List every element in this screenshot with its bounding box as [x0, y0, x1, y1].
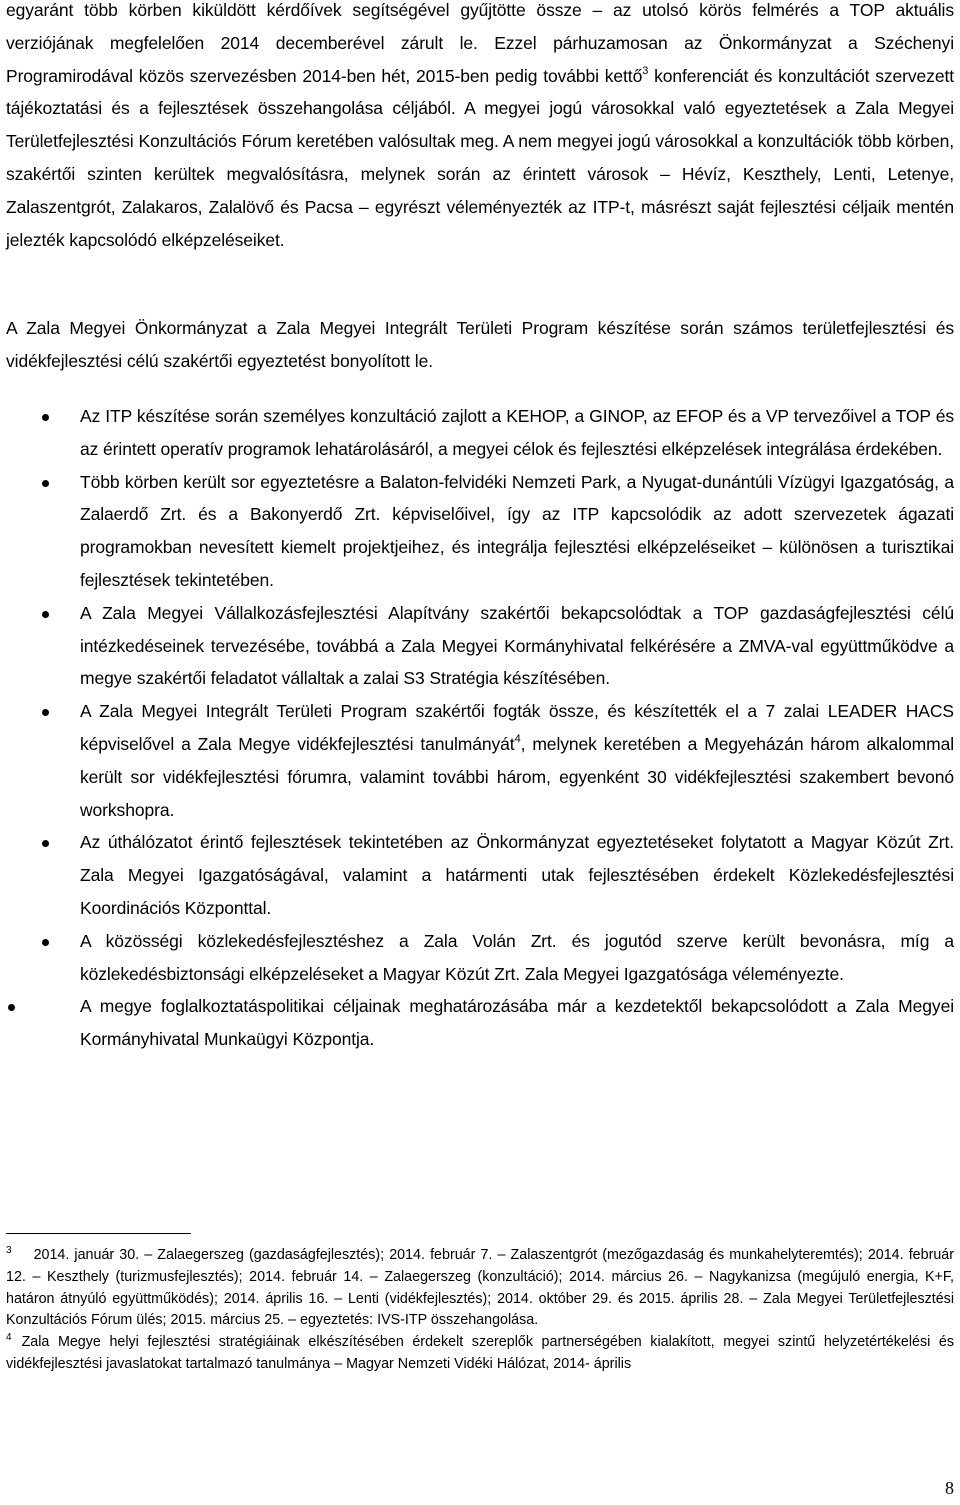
bullet-item-5	[6, 826, 954, 924]
bullet-text: Több körben került sor egyeztetésre a Balaton-felvidéki Nemzeti Park, a Nyugat-dunántúli Vízügyi Igazgatóság, a Zalaerdő Zrt. és a Bakonyerdő Zrt. képviselőivel, így az ITP kapcsolódik az adott szervezetek ágazati programokban nevesített kiemelt projektjeihez, és integrálja fejlesztési elképzeléseiket – különösen a turisztikai fejlesztések tekintetében.	[80, 471, 954, 590]
footnote-ref-3[interactable]: 3	[642, 64, 649, 77]
paragraph-1-text-b: konferenciát és konzultációt szervezett tájékoztatási és a fejlesztések összehangolása céljából. A megyei jogú városokkal való egyeztetések a Zala Megyei Területfejlesztési Konzultációs Fórum keretében valósultak meg. A nem megyei jogú városokkal a konzultációk több körben, szakértői szinten kerültek megvalósításra, melynek során az érintett városok – Hévíz, Keszthely, Lenti, Letenye, Zalaszentgrót, Zalakaros, Zalalövő és Pacsa – egyrészt véleményezték az ITP-t, másrészt saját fejlesztési céljaik mentén jelezték kapcsolódó elképzeléseiket.	[6, 65, 954, 250]
bullet-text: A megye foglalkoztatáspolitikai céljainak meghatározásába már a kezdetektől bekapcsolódott a Zala Megyei Kormányhivatal Munkaügyi Központja.	[80, 996, 954, 1050]
bullet-text: A Zala Megyei Vállalkozásfejlesztési Alapítvány szakértői bekapcsolódtak a TOP gazdaságfejlesztési célú intézkedéseinek tervezésébe, továbbá a Zala Megyei Kormányhivatal felkérésére a ZMVA-val együttműködve a megye szakértői feladatot vállaltak a zalai S3 Stratégia készítésében.	[80, 602, 954, 689]
bullet-item-2	[6, 466, 954, 597]
bullet-text-b: , melynek keretében a Megyeházán három alkalommal került sor vidékfejlesztési fórumra, valamint további három, egyenként 30 vidékfejlesztési szakembert bevonó workshopra.	[80, 733, 954, 820]
footnote-text: 2014. január 30. – Zalaegerszeg (gazdaságfejlesztés); 2014. február 7. – Zalaszentgrót (mezőgazdaság és munkahelyteremtés); 2014. február 12. – Keszthely (turizmusfejlesztés); 2014. február 14. – Zalaegerszeg (konzultáció); 2014. március 26. – Nagykanizsa (megújuló energia, K+F, határon átnyúló együttműködés); 2014. április 16. – Lenti (vidékfejlesztés); 2014. október 29. és 2015. április 28. – Zala Megyei Területfejlesztési Konzultációs Fórum ülés; 2015. március 25. – egyeztetés: IVS-ITP összehangolása.	[6, 1247, 954, 1329]
bullet-text: Az ITP készítése során személyes konzultáció zajlott a KEHOP, a GINOP, az EFOP és a VP tervezőivel a TOP és az érintett operatív programok lehatárolásáról, a megyei célok és fejlesztési elképzelések integrálása érdekében.	[80, 406, 954, 459]
bullet-dot-icon	[42, 414, 49, 421]
bullet-item-3	[6, 597, 954, 695]
footnote-4	[6, 1332, 954, 1376]
footnote-number: 3	[6, 1245, 12, 1256]
bullet-list	[6, 400, 954, 1056]
bullet-text: A közösségi közlekedésfejlesztéshez a Zala Volán Zrt. és jogutód szerve került bevonásra, míg a közlekedésbiztonsági elképzeléseket a Magyar Közút Zrt. Zala Megyei Igazgatósága véleményezte.	[80, 930, 954, 984]
bullet-item-6	[6, 925, 954, 991]
bullet-text: Az úthálózatot érintő fejlesztések tekintetében az Önkormányzat egyeztetéseket folytatott a Magyar Közút Zrt. Zala Megyei Igazgatóságával, valamint a határmenti utak fejlesztésében érdekelt Közlekedésfejlesztési Koordinációs Központtal.	[80, 832, 954, 918]
footnotes	[6, 1245, 954, 1375]
footnote-text: Zala Megye helyi fejlesztési stratégiáinak elkészítésében érdekelt szereplők partnerségében kialakított, megyei szintű helyzetértékelési és vidékfejlesztési javaslatokat tartalmazó tanulmánya – Magyar Nemzeti Vidéki Hálózat, 2014- április	[6, 1333, 954, 1373]
bullet-dot-icon	[42, 611, 49, 618]
bullet-item-4	[6, 695, 954, 826]
bullet-dot-icon	[42, 939, 49, 946]
body-paragraph-1	[6, 0, 954, 256]
footnote-separator	[6, 1233, 191, 1234]
bullet-dot-icon	[42, 840, 49, 847]
bullet-item-7	[6, 990, 954, 1056]
footnote-number: 4	[6, 1331, 12, 1343]
footnote-ref-4[interactable]: 4	[514, 733, 521, 746]
body-paragraph-2: A Zala Megyei Önkormányzat a Zala Megyei Integrált Területi Program készítése során számos területfejlesztési és vidékfejlesztési célú szakértői egyeztetést bonyolított le.	[6, 318, 954, 371]
bullet-dot-icon	[42, 709, 49, 716]
bullet-item-1	[6, 400, 954, 466]
bullet-dot-icon	[42, 480, 49, 487]
paragraph-1-text-a: egyaránt több körben kiküldött kérdőívek segítségével gyűjtötte össze – az utolsó körös felmérés a TOP aktuális verziójának megfelelően 2014 decemberével zárult le. Ezzel párhuzamosan az Önkormányzat a Széchenyi Programirodával közös szervezésben 2014-ben hét, 2015-ben pedig további kettő	[6, 0, 954, 86]
bullet-text-a: A Zala Megyei Integrált Területi Program szakértői fogták össze, és készítették el a 7 zalai LEADER HACS képviselővel a Zala Megye vidékfejlesztési tanulmányát	[80, 701, 954, 754]
footnote-3	[6, 1245, 954, 1332]
bullet-dot-icon	[8, 1004, 15, 1011]
page-number: 8	[945, 1478, 954, 1498]
